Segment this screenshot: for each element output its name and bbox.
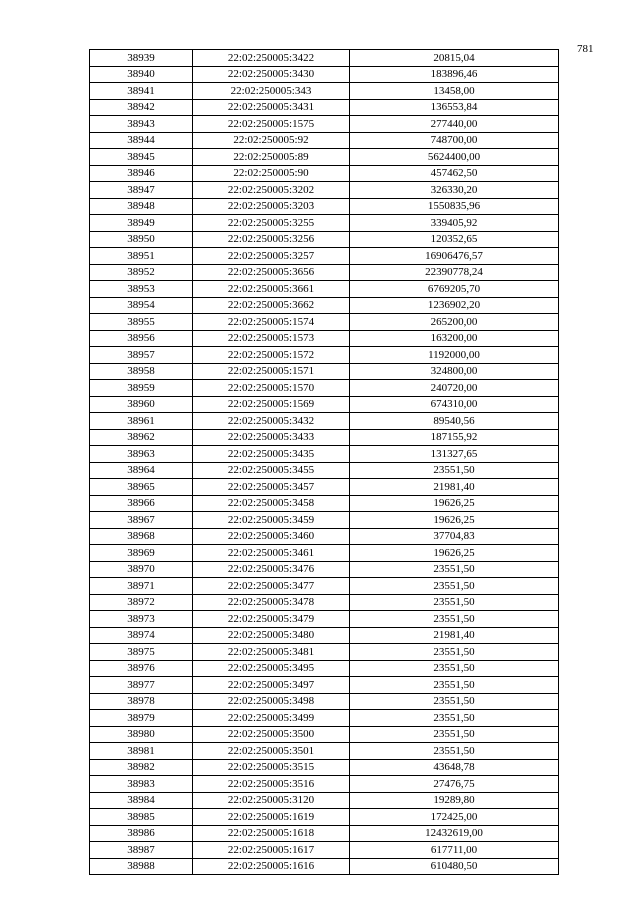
- cadastral-value-cell: 23551,50: [350, 743, 559, 760]
- table-row: [90, 627, 559, 644]
- cadastral-value-cell: 1550835,96: [350, 198, 559, 215]
- cadastral-number-cell: 22:02:250005:90: [193, 165, 350, 182]
- cadastral-number-cell: 22:02:250005:3457: [193, 479, 350, 496]
- row-number-cell: 38959: [90, 380, 193, 397]
- row-number-cell: 38980: [90, 726, 193, 743]
- cadastral-number-cell: 22:02:250005:3500: [193, 726, 350, 743]
- cadastral-value-cell: 240720,00: [350, 380, 559, 397]
- cadastral-value-cell: 23551,50: [350, 644, 559, 661]
- cadastral-value-cell: 748700,00: [350, 132, 559, 149]
- table-row: [90, 545, 559, 562]
- table-row: [90, 347, 559, 364]
- table-row: [90, 660, 559, 677]
- cadastral-number-cell: 22:02:250005:3495: [193, 660, 350, 677]
- cadastral-number-cell: 22:02:250005:3656: [193, 264, 350, 281]
- table-row: [90, 743, 559, 760]
- cadastral-number-cell: 22:02:250005:3476: [193, 561, 350, 578]
- row-number-cell: 38954: [90, 297, 193, 314]
- table-row: [90, 578, 559, 595]
- table-row: [90, 594, 559, 611]
- table-row: [90, 380, 559, 397]
- cadastral-number-cell: 22:02:250005:3516: [193, 776, 350, 793]
- row-number-cell: 38967: [90, 512, 193, 529]
- cadastral-value-cell: 131327,65: [350, 446, 559, 463]
- cadastral-value-cell: 6769205,70: [350, 281, 559, 298]
- row-number-cell: 38973: [90, 611, 193, 628]
- row-number-cell: 38940: [90, 66, 193, 83]
- table-row: [90, 396, 559, 413]
- cadastral-value-cell: 457462,50: [350, 165, 559, 182]
- cadastral-value-cell: 610480,50: [350, 858, 559, 875]
- cadastral-value-table: [89, 49, 559, 875]
- cadastral-number-cell: 22:02:250005:1619: [193, 809, 350, 826]
- row-number-cell: 38964: [90, 462, 193, 479]
- row-number-cell: 38987: [90, 842, 193, 859]
- cadastral-value-cell: 21981,40: [350, 479, 559, 496]
- cadastral-number-cell: 22:02:250005:1573: [193, 330, 350, 347]
- row-number-cell: 38984: [90, 792, 193, 809]
- row-number-cell: 38958: [90, 363, 193, 380]
- table-row: [90, 281, 559, 298]
- cadastral-value-cell: 187155,92: [350, 429, 559, 446]
- table-row: [90, 561, 559, 578]
- table-row: [90, 83, 559, 100]
- row-number-cell: 38976: [90, 660, 193, 677]
- cadastral-number-cell: 22:02:250005:1572: [193, 347, 350, 364]
- table-row: [90, 116, 559, 133]
- row-number-cell: 38970: [90, 561, 193, 578]
- cadastral-number-cell: 22:02:250005:343: [193, 83, 350, 100]
- row-number-cell: 38986: [90, 825, 193, 842]
- cadastral-number-cell: 22:02:250005:3459: [193, 512, 350, 529]
- table-row: [90, 479, 559, 496]
- table-row: [90, 792, 559, 809]
- table-row: [90, 231, 559, 248]
- cadastral-value-cell: 23551,50: [350, 578, 559, 595]
- row-number-cell: 38978: [90, 693, 193, 710]
- page-number: 781: [577, 43, 594, 55]
- row-number-cell: 38977: [90, 677, 193, 694]
- cadastral-value-cell: 22390778,24: [350, 264, 559, 281]
- cadastral-value-cell: 19626,25: [350, 545, 559, 562]
- cadastral-value-cell: 89540,56: [350, 413, 559, 430]
- row-number-cell: 38963: [90, 446, 193, 463]
- row-number-cell: 38939: [90, 50, 193, 67]
- table-row: [90, 363, 559, 380]
- cadastral-value-cell: 23551,50: [350, 462, 559, 479]
- cadastral-number-cell: 22:02:250005:3478: [193, 594, 350, 611]
- cadastral-value-cell: 27476,75: [350, 776, 559, 793]
- cadastral-number-cell: 22:02:250005:89: [193, 149, 350, 166]
- cadastral-number-cell: 22:02:250005:1575: [193, 116, 350, 133]
- cadastral-number-cell: 22:02:250005:1618: [193, 825, 350, 842]
- cadastral-value-cell: 23551,50: [350, 611, 559, 628]
- row-number-cell: 38974: [90, 627, 193, 644]
- table-row: [90, 132, 559, 149]
- row-number-cell: 38983: [90, 776, 193, 793]
- row-number-cell: 38981: [90, 743, 193, 760]
- cadastral-value-cell: 120352,65: [350, 231, 559, 248]
- cadastral-number-cell: 22:02:250005:3497: [193, 677, 350, 694]
- row-number-cell: 38952: [90, 264, 193, 281]
- cadastral-value-cell: 324800,00: [350, 363, 559, 380]
- cadastral-number-cell: 22:02:250005:3120: [193, 792, 350, 809]
- cadastral-value-cell: 19626,25: [350, 512, 559, 529]
- cadastral-number-cell: 22:02:250005:3661: [193, 281, 350, 298]
- cadastral-number-cell: 22:02:250005:3498: [193, 693, 350, 710]
- row-number-cell: 38945: [90, 149, 193, 166]
- cadastral-value-cell: 136553,84: [350, 99, 559, 116]
- table-row: [90, 297, 559, 314]
- cadastral-value-cell: 674310,00: [350, 396, 559, 413]
- table-row: [90, 842, 559, 859]
- cadastral-value-cell: 163200,00: [350, 330, 559, 347]
- cadastral-value-cell: 37704,83: [350, 528, 559, 545]
- row-number-cell: 38948: [90, 198, 193, 215]
- row-number-cell: 38968: [90, 528, 193, 545]
- table-row: [90, 66, 559, 83]
- cadastral-number-cell: 22:02:250005:3515: [193, 759, 350, 776]
- cadastral-number-cell: 22:02:250005:3435: [193, 446, 350, 463]
- cadastral-value-cell: 1192000,00: [350, 347, 559, 364]
- cadastral-value-cell: 21981,40: [350, 627, 559, 644]
- table-row: [90, 825, 559, 842]
- cadastral-value-cell: 326330,20: [350, 182, 559, 199]
- cadastral-number-cell: 22:02:250005:3202: [193, 182, 350, 199]
- table-row: [90, 198, 559, 215]
- cadastral-value-cell: 19289,80: [350, 792, 559, 809]
- row-number-cell: 38961: [90, 413, 193, 430]
- table-row: [90, 495, 559, 512]
- cadastral-number-cell: 22:02:250005:3203: [193, 198, 350, 215]
- cadastral-number-cell: 22:02:250005:3481: [193, 644, 350, 661]
- cadastral-number-cell: 22:02:250005:3433: [193, 429, 350, 446]
- cadastral-value-cell: 277440,00: [350, 116, 559, 133]
- row-number-cell: 38955: [90, 314, 193, 331]
- table-row: [90, 693, 559, 710]
- cadastral-number-cell: 22:02:250005:1569: [193, 396, 350, 413]
- cadastral-number-cell: 22:02:250005:92: [193, 132, 350, 149]
- cadastral-value-cell: 5624400,00: [350, 149, 559, 166]
- table-row: [90, 776, 559, 793]
- cadastral-value-cell: 23551,50: [350, 693, 559, 710]
- table-row: [90, 413, 559, 430]
- row-number-cell: 38985: [90, 809, 193, 826]
- row-number-cell: 38951: [90, 248, 193, 265]
- cadastral-value-cell: 339405,92: [350, 215, 559, 232]
- cadastral-number-cell: 22:02:250005:3257: [193, 248, 350, 265]
- row-number-cell: 38966: [90, 495, 193, 512]
- cadastral-value-cell: 23551,50: [350, 726, 559, 743]
- cadastral-number-cell: 22:02:250005:3461: [193, 545, 350, 562]
- table-row: [90, 50, 559, 67]
- cadastral-value-cell: 23551,50: [350, 660, 559, 677]
- table-body: [90, 50, 559, 875]
- cadastral-value-cell: 23551,50: [350, 561, 559, 578]
- table-row: [90, 215, 559, 232]
- cadastral-value-cell: 13458,00: [350, 83, 559, 100]
- table-row: [90, 759, 559, 776]
- cadastral-number-cell: 22:02:250005:1570: [193, 380, 350, 397]
- cadastral-number-cell: 22:02:250005:3662: [193, 297, 350, 314]
- cadastral-number-cell: 22:02:250005:3458: [193, 495, 350, 512]
- table-row: [90, 330, 559, 347]
- row-number-cell: 38979: [90, 710, 193, 727]
- cadastral-number-cell: 22:02:250005:3432: [193, 413, 350, 430]
- cadastral-number-cell: 22:02:250005:1571: [193, 363, 350, 380]
- cadastral-number-cell: 22:02:250005:3256: [193, 231, 350, 248]
- cadastral-value-cell: 23551,50: [350, 594, 559, 611]
- row-number-cell: 38971: [90, 578, 193, 595]
- cadastral-number-cell: 22:02:250005:3430: [193, 66, 350, 83]
- cadastral-value-cell: 12432619,00: [350, 825, 559, 842]
- row-number-cell: 38947: [90, 182, 193, 199]
- cadastral-number-cell: 22:02:250005:3477: [193, 578, 350, 595]
- table-row: [90, 446, 559, 463]
- cadastral-value-cell: 1236902,20: [350, 297, 559, 314]
- row-number-cell: 38960: [90, 396, 193, 413]
- table-row: [90, 99, 559, 116]
- row-number-cell: 38946: [90, 165, 193, 182]
- cadastral-number-cell: 22:02:250005:3431: [193, 99, 350, 116]
- row-number-cell: 38962: [90, 429, 193, 446]
- table-row: [90, 809, 559, 826]
- table-row: [90, 429, 559, 446]
- cadastral-value-cell: 43648,78: [350, 759, 559, 776]
- table-row: [90, 248, 559, 265]
- cadastral-number-cell: 22:02:250005:1616: [193, 858, 350, 875]
- table-row: [90, 462, 559, 479]
- row-number-cell: 38988: [90, 858, 193, 875]
- cadastral-value-cell: 19626,25: [350, 495, 559, 512]
- cadastral-value-cell: 23551,50: [350, 710, 559, 727]
- table-row: [90, 264, 559, 281]
- cadastral-number-cell: 22:02:250005:3501: [193, 743, 350, 760]
- row-number-cell: 38941: [90, 83, 193, 100]
- cadastral-number-cell: 22:02:250005:3499: [193, 710, 350, 727]
- table-row: [90, 512, 559, 529]
- row-number-cell: 38956: [90, 330, 193, 347]
- cadastral-number-cell: 22:02:250005:3480: [193, 627, 350, 644]
- row-number-cell: 38953: [90, 281, 193, 298]
- cadastral-value-cell: 172425,00: [350, 809, 559, 826]
- table-row: [90, 528, 559, 545]
- cadastral-number-cell: 22:02:250005:3455: [193, 462, 350, 479]
- cadastral-value-cell: 16906476,57: [350, 248, 559, 265]
- row-number-cell: 38957: [90, 347, 193, 364]
- table-row: [90, 149, 559, 166]
- row-number-cell: 38949: [90, 215, 193, 232]
- cadastral-number-cell: 22:02:250005:3422: [193, 50, 350, 67]
- cadastral-value-cell: 617711,00: [350, 842, 559, 859]
- table-row: [90, 165, 559, 182]
- table-row: [90, 726, 559, 743]
- cadastral-value-cell: 23551,50: [350, 677, 559, 694]
- row-number-cell: 38982: [90, 759, 193, 776]
- cadastral-number-cell: 22:02:250005:3479: [193, 611, 350, 628]
- cadastral-value-cell: 265200,00: [350, 314, 559, 331]
- row-number-cell: 38942: [90, 99, 193, 116]
- table-row: [90, 858, 559, 875]
- cadastral-number-cell: 22:02:250005:3460: [193, 528, 350, 545]
- row-number-cell: 38944: [90, 132, 193, 149]
- row-number-cell: 38969: [90, 545, 193, 562]
- row-number-cell: 38965: [90, 479, 193, 496]
- table-row: [90, 182, 559, 199]
- table-row: [90, 644, 559, 661]
- cadastral-value-cell: 183896,46: [350, 66, 559, 83]
- table-row: [90, 710, 559, 727]
- row-number-cell: 38975: [90, 644, 193, 661]
- cadastral-value-cell: 20815,04: [350, 50, 559, 67]
- cadastral-number-cell: 22:02:250005:3255: [193, 215, 350, 232]
- row-number-cell: 38943: [90, 116, 193, 133]
- table-row: [90, 677, 559, 694]
- table-row: [90, 314, 559, 331]
- cadastral-number-cell: 22:02:250005:1617: [193, 842, 350, 859]
- table-row: [90, 611, 559, 628]
- cadastral-number-cell: 22:02:250005:1574: [193, 314, 350, 331]
- row-number-cell: 38972: [90, 594, 193, 611]
- row-number-cell: 38950: [90, 231, 193, 248]
